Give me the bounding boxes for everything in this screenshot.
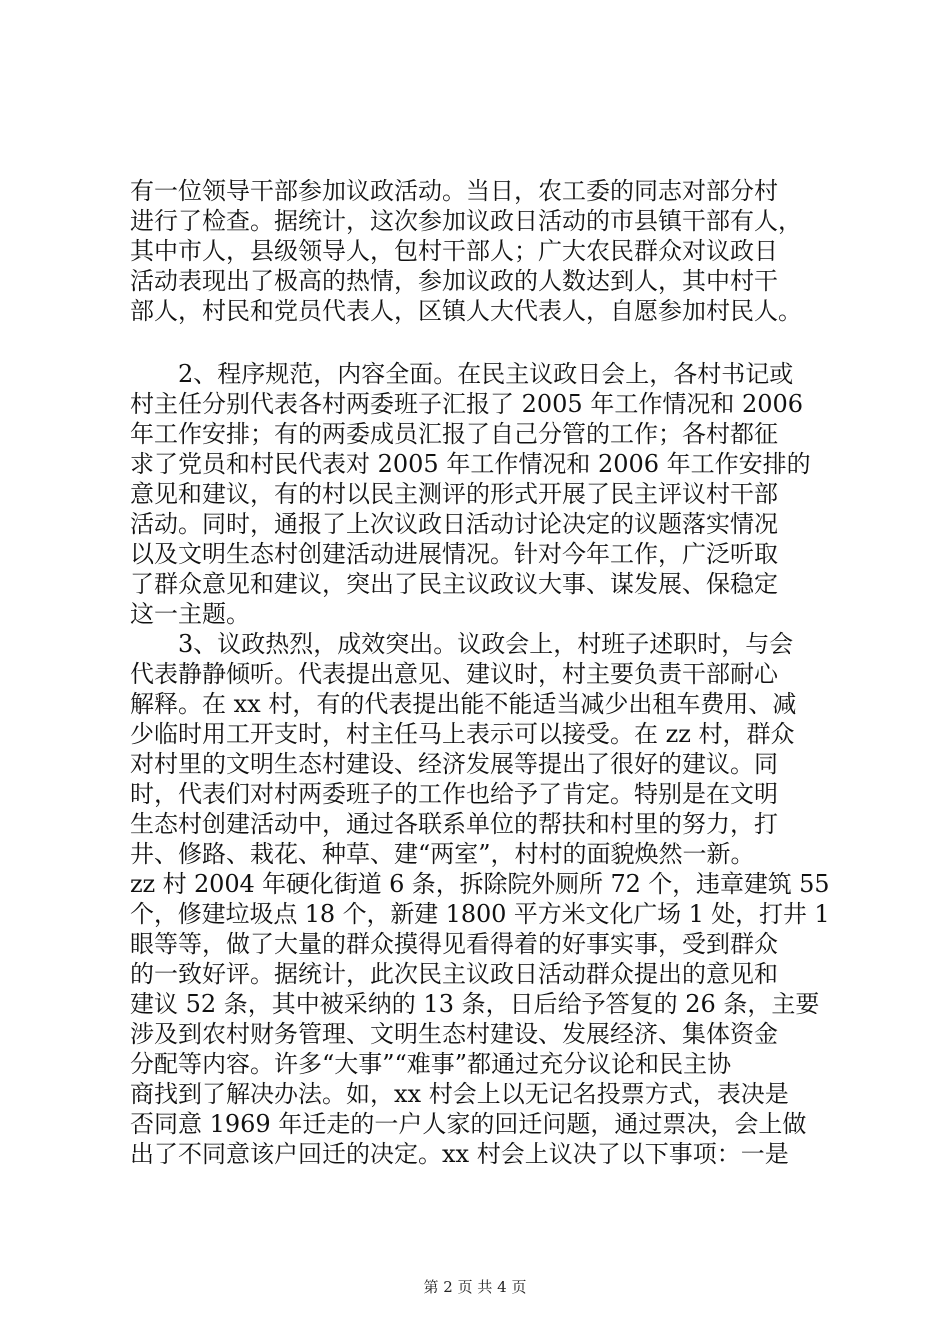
text-line: 了群众意见和建议，突出了民主议政议大事、谋发展、保稳定: [130, 570, 778, 598]
text-line: 眼等等，做了大量的群众摸得见看得着的好事实事，受到群众: [130, 930, 778, 958]
text-line: 活动。同时，通报了上次议政日活动讨论决定的议题落实情况: [130, 510, 778, 538]
text-line: 以及文明生态村创建活动进展情况。针对今年工作，广泛听取: [130, 540, 778, 568]
text-line: 时，代表们对村两委班子的工作也给予了肯定。特别是在文明: [130, 780, 778, 808]
text-line: 年工作安排；有的两委成员汇报了自己分管的工作；各村都征: [130, 420, 778, 448]
text-line: 个，修建垃圾点 18 个，新建 1800 平方米文化广场 1 处，打井 1: [130, 900, 830, 928]
text-line: 商找到了解决办法。如，xx 村会上以无记名投票方式，表决是: [130, 1080, 789, 1108]
page-footer: 第 2 页 共 4 页: [423, 1278, 527, 1296]
text-line: 求了党员和村民代表对 2005 年工作情况和 2006 年工作安排的: [130, 450, 811, 478]
text-line: 解释。在 xx 村，有的代表提出能不能适当减少出租车费用、减: [130, 690, 797, 718]
text-line: 分配等内容。许多“大事”“难事”都通过充分议论和民主协: [130, 1050, 732, 1078]
text-line: 活动表现出了极高的热情，参加议政的人数达到人，其中村干: [130, 267, 778, 295]
text-line: 代表静静倾听。代表提出意见、建议时，村主要负责干部耐心: [130, 660, 778, 688]
text-line: 其中市人，县级领导人，包村干部人；广大农民群众对议政日: [130, 237, 778, 265]
text-line: 的一致好评。据统计，此次民主议政日活动群众提出的意见和: [130, 960, 778, 988]
text-line: 井、修路、栽花、种草、建“两室”，村村的面貌焕然一新。: [130, 840, 755, 868]
text-line: 生态村创建活动中，通过各联系单位的帮扶和村里的努力，打: [130, 810, 778, 838]
text-line: 否同意 1969 年迁走的一户人家的回迁问题，通过票决，会上做: [130, 1110, 807, 1138]
text-line: 少临时用工开支时，村主任马上表示可以接受。在 zz 村，群众: [130, 720, 795, 748]
text-line: 这一主题。: [130, 600, 250, 628]
text-line: 3、议政热烈，成效突出。议政会上，村班子述职时，与会: [130, 630, 794, 658]
text-line: 出了不同意该户回迁的决定。xx 村会上议决了以下事项：一是: [130, 1140, 789, 1168]
text-line: zz 村 2004 年硬化街道 6 条，拆除院外厕所 72 个，违章建筑 55: [130, 870, 830, 898]
text-line: 进行了检查。据统计，这次参加议政日活动的市县镇干部有人，: [130, 207, 802, 235]
text-line: 有一位领导干部参加议政活动。当日，农工委的同志对部分村: [130, 177, 778, 205]
text-line: 2、程序规范，内容全面。在民主议政日会上，各村书记或: [130, 360, 794, 388]
text-line: 部人，村民和党员代表人，区镇人大代表人，自愿参加村民人。: [130, 297, 802, 325]
text-line: 村主任分别代表各村两委班子汇报了 2005 年工作情况和 2006: [130, 390, 804, 418]
text-line: 涉及到农村财务管理、文明生态村建设、发展经济、集体资金: [130, 1020, 778, 1048]
text-line: 建议 52 条，其中被采纳的 13 条，日后给予答复的 26 条，主要: [130, 990, 820, 1018]
text-line: 对村里的文明生态村建设、经济发展等提出了很好的建议。同: [130, 750, 778, 778]
text-line: 意见和建议，有的村以民主测评的形式开展了民主评议村干部: [130, 480, 778, 508]
